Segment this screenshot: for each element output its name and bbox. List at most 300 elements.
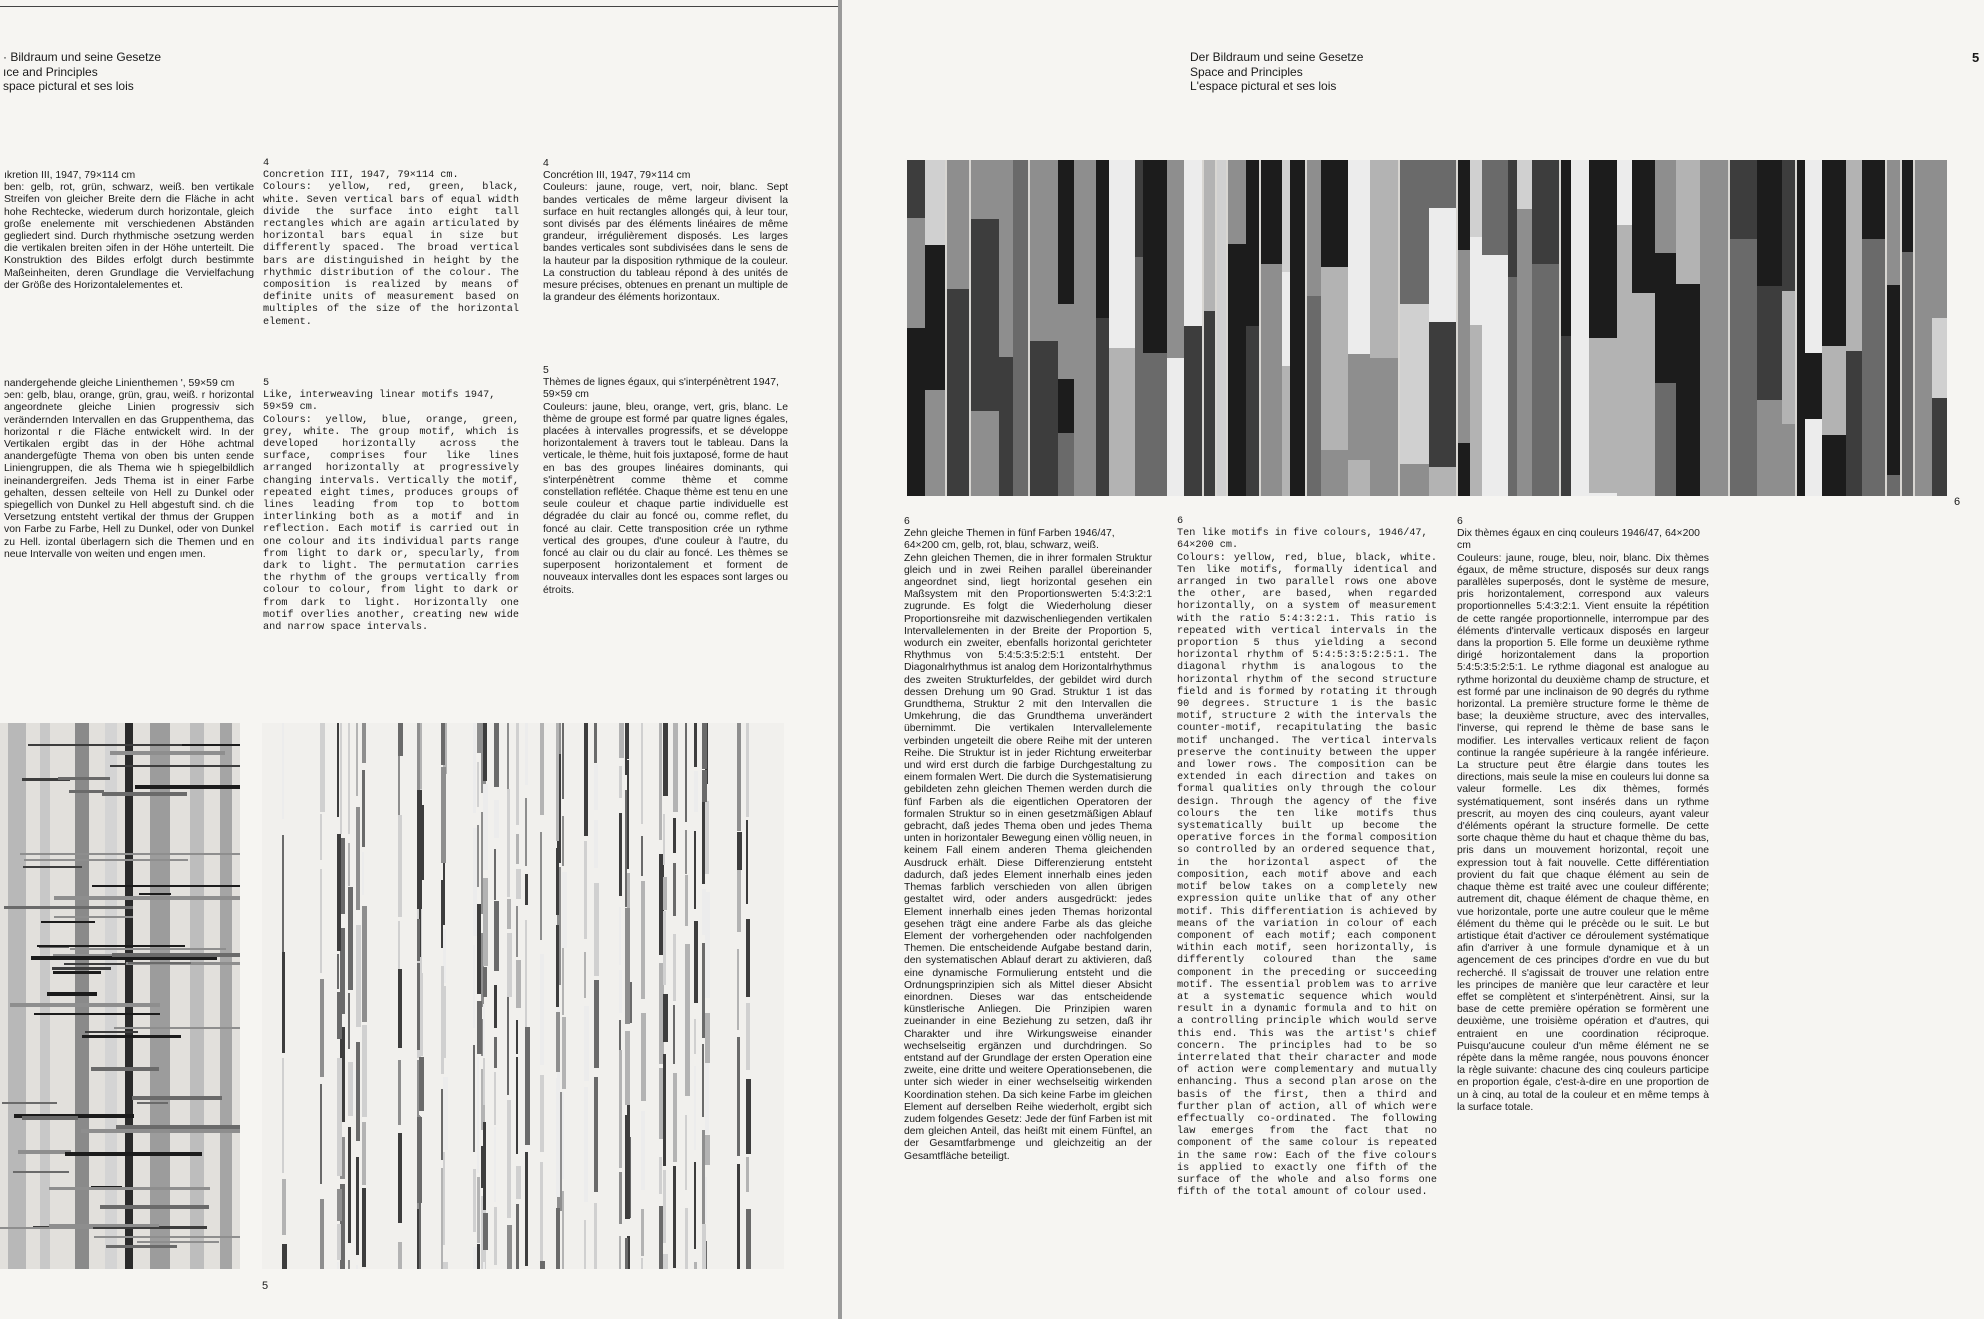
artwork-line [114,1027,240,1029]
artwork-line-segment [562,948,564,1015]
artwork-line-segment [705,1013,710,1063]
artwork-bar-segment [1757,400,1782,496]
artwork-line-segment [702,802,705,884]
artwork-bar-segment [907,328,925,496]
artwork-line-segment [584,1087,588,1202]
artwork-line-segment [525,1027,530,1145]
artwork-line [2,1102,57,1104]
artwork-line [106,1245,177,1248]
artwork-line-segment [494,1072,496,1125]
artwork-line-segment [356,1265,358,1269]
artwork-line-segment [594,980,599,1068]
artwork-line-segment [556,1078,560,1197]
header-fr: L'espace pictural et ses lois [1190,79,1337,93]
artwork-line-segment [320,723,325,812]
artwork-line-segment [494,1207,497,1265]
artwork-bar-segment [1730,287,1757,496]
artwork-line-segment [625,908,630,1024]
artwork-line-segment [282,835,284,952]
artwork-line-segment [398,723,403,756]
artwork-bar-segment [1030,341,1058,496]
artwork-line [69,790,104,793]
artwork-line [137,1241,219,1243]
artwork-line-segment [625,723,627,775]
artwork-bar-segment [1862,160,1885,239]
artwork-bar-segment [1217,160,1226,285]
caption-text: Colours: yellow, red, blue, black, white. Ten like motifs, formally identical and arranged in two parallel rows one above the other, are based, when regarded horizontally, on a system of measurement with the ratio 5:4:3:2:1. This ratio is repeated with vertical intervals in the proportion 5 thus yielding a second horizontal rhythm of 5:4:5:3:5:2:5:1. The diagonal rhythm is analogous to the horizontal rhythm of the second structure field and is formed by rotating it through 90 degrees. Structure 1 is the basic motif, structure 2 with the intervals the counter-motif, recapitulating the basic motif unchanged. The vertical intervals preserve the continuity between the upper and lower rows. The composition can be extended in each direction and takes on formal qualities only through the colour design. Through the agency of the five colours the ten like motifs thus systematically built up become the operative forces in the formal composition so controlled by an ordered sequence that, in the horizontal aspect of the composition, each motif above and each motif below takes on a completely new expression quite unlike that of any other motif. This differentiation is achieved by means of the variation in colour of each component of each motif; each component within each motif, seen horizontally, is differently coloured than the same component in the preceding or succeeding motif. The essential problem was to arrive at a systematic sequence which would result in a dynamic formula and to hit on a controlling principle which would serve this end. This was the artist's chief concern. The principles had to be so interrelated that their character and mode of action were complementary and mutually enhancing. Thus a second plan arose on the basis of the first, then a third and further plan of action, all of which were effectually co-ordinated. The following law emerges from the fact that no component of the same colour is repeated in the same row: Each of the five colours is applied to exactly one fifth of the surface of the whole and also forms one fifth of the total amount of colour used. [1177,552,1437,1199]
caption-title: Zehn gleiche Themen in fünf Farben 1946/47, 64×200 cm, gelb, rot, blau, schwarz, weiß. [904,528,1115,552]
artwork-line-segment [705,1177,707,1223]
artwork-line-segment [337,1189,342,1221]
artwork-line [91,1067,159,1071]
artwork-line-segment [702,723,707,769]
caption-text: Couleurs: jaune, rouge, vert, noir, blanc. Sept bandes verticales de même largeur divisent la surface en huit rectangles allongés qui, à leur tour, sont divisés par des éléments linéaires de même grandeur, irrégulièrement disposés. Les larges bandes verticales sont subdivisées dans le sens de la hauteur par la disposition rythmique de la couleur. La construction du tableau répond à des unités de mesure précises, obtenues en prenant un multiple de la grandeur des éléments horizontaux. [543,182,788,304]
artwork-line-segment [685,723,687,822]
artwork-line [52,967,111,970]
artwork-line-segment [337,1224,341,1260]
artwork-line-segment [477,723,481,753]
artwork-line-segment [473,945,475,1028]
artwork-line [132,1096,222,1100]
artwork-line-segment [685,1115,687,1190]
artwork-line-segment [398,1133,402,1223]
artwork-line-segment [282,1179,286,1235]
artwork-line [49,1224,159,1227]
figure-number: 6 [1954,496,1961,508]
artwork-bar-segment [1013,160,1028,323]
artwork-line [0,1227,93,1229]
artwork-bar [220,723,232,1269]
artwork-bar-segment [1932,318,1947,398]
artwork-bar-segment [1470,237,1482,325]
artwork-line-segment [641,723,643,824]
artwork-bar-segment [1589,493,1617,496]
artwork-line-segment [494,1127,496,1202]
caption-title: Like, interweaving linear motifs 1947, 59×59 cm. [263,390,496,414]
artwork-line-segment [525,1152,528,1266]
artwork-line [53,971,101,974]
artwork-line-segment [337,992,342,1039]
artwork-bar-segment [1429,467,1456,496]
artwork-bar-segment [1470,325,1482,496]
artwork-bar-segment [971,219,999,411]
text-column-de-4 [4,170,254,292]
artwork-line-segment [556,1208,560,1269]
artwork-line-segment [516,1020,518,1054]
artwork-line-segment [584,723,588,836]
artwork-line-segment [673,1166,676,1268]
artwork-bar-segment [1058,379,1074,433]
artwork-bar-segment [1617,160,1632,225]
artwork-bar-segment [1822,160,1846,346]
artwork-line [47,992,97,996]
artwork-line [54,896,240,900]
artwork-line-segment [737,1037,740,1156]
artwork-line-segment [619,1050,622,1168]
artwork-line-segment [362,906,367,1022]
artwork-line-segment [348,1062,353,1116]
artwork-bar-segment [999,160,1013,357]
artwork-bar-segment [1143,353,1167,496]
artwork-bar-segment [1797,273,1805,412]
artwork-line-segment [737,723,741,831]
artwork-line-segment [525,874,528,905]
top-rule [0,6,838,7]
artwork-line-segment [584,1220,586,1269]
artwork-line-segment [483,1058,485,1105]
artwork-line-segment [673,934,676,1001]
artwork-line-segment [694,723,697,767]
text-column-en-6 [1177,516,1437,1199]
artwork-line-segment [694,1066,696,1150]
artwork-line-segment [594,883,599,976]
artwork-line-segment [663,723,668,796]
artwork-bar-segment [1013,323,1028,496]
artwork-line-segment [619,1172,622,1224]
artwork-bar-segment [1730,160,1757,239]
artwork-bar-segment [1109,348,1135,496]
header-en: Space and Principles [1190,64,1303,79]
artwork-bar-segment [1655,383,1676,496]
artwork-line-segment [641,1209,644,1256]
artwork-bar-segment [1782,291,1795,424]
artwork-bar-segment [1058,304,1074,379]
artwork-line-segment [625,790,627,907]
artwork-line-segment [641,1258,643,1269]
artwork-line-segment [419,1057,424,1111]
artwork-bar-segment [1782,160,1795,291]
artwork-bar-segment [925,160,945,245]
artwork-line-segment [673,1073,677,1162]
caption-text: Colours: yellow, blue, orange, green, grey, white. The group motif, which is developed horizontally across the surface, comprises four like lines arranged horizontally at progressively changing intervals. Vertically the motif, repeated eight times, produces groups of lines leading from top to bottom interlinking both as a motif and in reflection. Each motif is carried out in one colour and its individual parts range from light to dark or, specularly, from dark to light. The permutation carries the rhythm of the groups vertically from colour to colour, from light to dark or from dark to light. Horizontally one motif overlies another, creating new wide and narrow space intervals. [263,414,519,634]
caption-title: Concretion III, 1947, 79×114 cm. [263,170,459,182]
artwork-line-segment [685,875,688,926]
artwork-bar-segment [1862,239,1885,496]
artwork-bar-segment [1676,160,1700,284]
artwork-bar-segment [1571,300,1589,496]
artwork-line-segment [441,966,444,1074]
artwork-line-segment [685,944,690,983]
artwork-line-segment [625,1031,630,1105]
artwork-line-segment [507,723,509,789]
text-column-fr-4 [543,158,788,304]
artwork-bar-segment [1902,252,1913,496]
artwork-line-segment [362,852,364,895]
artwork-line-segment [507,789,510,897]
artwork-line-segment [663,814,665,865]
artwork-line-segment [477,1244,480,1269]
artwork-bar-segment [1074,370,1096,496]
artwork-line [102,792,187,796]
artwork-bar-segment [1400,304,1429,464]
artwork-bar-segment [1700,160,1728,347]
artwork-ten-like-motifs [907,160,1947,496]
running-header [1190,50,1363,94]
artwork-bar-segment [1589,160,1617,265]
artwork-line-segment [477,825,479,887]
artwork-line-segment [483,878,488,966]
artwork-bar-segment [1617,225,1632,496]
artwork-line-segment [441,1089,443,1160]
artwork-bar-segment [1805,353,1822,419]
artwork-line-segment [540,723,544,815]
artwork-line-segment [348,1260,350,1269]
header-fr: space pictural et ses lois [3,79,134,93]
artwork-line-segment [737,870,741,932]
artwork-bar-segment [1348,160,1370,354]
artwork-bar-segment [1932,160,1947,318]
artwork-bar-segment [1135,160,1143,257]
artwork-line-segment [705,1063,709,1134]
artwork-line-segment [562,723,564,799]
artwork-line [22,1116,78,1120]
artwork-line-segment [417,963,420,1050]
artwork-line-segment [477,904,481,994]
artwork-line-segment [685,1208,688,1269]
caption-number: 6 [904,516,910,527]
artwork-line [34,1013,160,1015]
running-header [3,50,161,94]
artwork-line-segment [483,967,487,997]
artwork-line-segment [619,1236,621,1269]
artwork-line-segment [398,969,402,1048]
artwork-line-segment [556,723,559,841]
artwork-line-segment [594,1077,598,1192]
artwork-bar-segment [1470,160,1482,237]
artwork-line-segment [481,812,483,914]
artwork-bar-segment [1589,265,1617,338]
artwork-line-segment [562,816,564,866]
artwork-line-segment [481,1146,483,1188]
artwork-bar-segment [1184,160,1202,326]
artwork-line [85,1031,138,1033]
artwork-bar-segment [1632,160,1655,293]
artwork-line-segment [443,1077,448,1150]
artwork-bar-segment [907,218,925,328]
artwork-bar-segment [1321,160,1348,267]
artwork-line-segment [483,1213,488,1250]
artwork-line [20,853,240,855]
artwork-line-segment [663,994,668,1042]
artwork-bar-segment [1282,366,1290,496]
artwork-bar-segment [1532,160,1559,264]
artwork-bar-segment [1282,272,1290,366]
artwork-line [10,1003,160,1007]
artwork-line-segment [525,920,527,1027]
artwork-bar-segment [1307,160,1321,296]
artwork-line-segment [705,801,709,874]
artwork-line-segment [619,813,622,896]
artwork-line-segment [320,814,322,860]
artwork-line-segment [443,1152,445,1245]
artwork-bar-segment [1561,336,1571,461]
artwork-line-segment [619,723,624,758]
artwork-line [28,744,182,746]
artwork-line-segment [594,820,598,868]
artwork-bar-segment [1261,160,1282,264]
artwork-line-segment [337,954,339,989]
artwork-line-segment [417,723,420,790]
caption-text: Couleurs: jaune, bleu, orange, vert, gris, blanc. Le thème de groupe est formé par quatre lignes égales, placées à intervalles progressifs, et se développe horizontalement à travers tout le tableau. Dans la verticale, le thème, huit fois juxtaposé, forme de haut en bas des groupes linéaires dominants, qui s'interpénètrent comme thème et comme constellation reflétée. Chaque thème est tenu en une seule couleur et chaque partie individuelle est dégradée du clair au foncé ou, comme reflet, du foncé au clair. Cette transposition crée un rythme vertical des groupes, d'une couleur à l'autre, du foncé au clair ou du clair au foncé. Les thèmes se superposent horizontalement et forment de nouveaux intervalles dont les espaces sont larges ou étroits. [543,401,788,596]
artwork-line-segment [556,925,559,1007]
artwork-bar-segment [1797,160,1805,273]
artwork-bar-segment [947,289,969,496]
text-column-de-5 [4,378,254,561]
artwork-line-segment [473,1045,475,1152]
artwork-line [24,859,188,861]
artwork-bar-segment [1458,160,1470,250]
artwork-line-segment [356,723,358,796]
artwork-line-segment [746,1209,751,1269]
artwork-bar-segment [1887,160,1900,285]
artwork-line-segment [417,1209,419,1269]
artwork-line-segment [320,979,324,1077]
artwork-bar-segment [1458,250,1470,443]
caption-text: ben: gelb, rot, grün, schwarz, weiß. ben vertikale Streifen von gleicher Breite dern die Fläche in acht hohe Rechtecke, wiederum durch horizontale, gleich große enelemente mit verschiedenen Abständen gegliedert sind. Durch rhythmische ɔsetzung werden die vertikalen breiten ɔifen in der Höhe unterteilt. Die Konstruktion des Bildes erfolgt durch bestimmte Maßeinheiten, deren Grundlage die Vervielfachung der Größe des Horizontalelementes et. [4,182,254,291]
artwork-line [137,1102,168,1104]
artwork-bar-segment [1700,347,1728,496]
artwork-bar-segment [1887,285,1900,475]
artwork-concretion-iii [0,723,240,1269]
artwork-bar-segment [971,411,999,496]
artwork-bar-segment [1822,435,1846,496]
artwork-line-segment [685,830,687,874]
artwork-line-segment [494,800,499,838]
artwork-line-segment [348,887,353,990]
caption-title: Dix thèmes égaux en cinq couleurs 1946/47, 64×200 cm [1457,528,1700,552]
artwork-line-segment [702,943,705,1038]
artwork-bar-segment [1508,160,1517,277]
artwork-bar-segment [1167,160,1184,358]
artwork-line-segment [702,1130,705,1224]
artwork-line-segment [340,723,342,834]
artwork-line-segment [694,1162,696,1249]
artwork-bar-segment [1782,424,1795,496]
artwork-bar-segment [1561,160,1571,336]
artwork-line-segment [282,1244,287,1269]
artwork-line-segment [694,831,696,909]
artwork-line-segment [562,1191,564,1269]
artwork-line [112,953,240,957]
artwork-line-segment [641,1111,645,1190]
caption-title: ıkretion III, 1947, 79×114 cm [4,170,136,181]
artwork-line-segment [477,762,479,807]
artwork-line-segment [362,1025,367,1117]
artwork-line-segment [516,1166,521,1199]
artwork-line-segment [494,1037,497,1068]
caption-number: 4 [263,158,270,169]
artwork-bar-segment [1348,354,1370,460]
artwork-bar-segment [1655,253,1676,383]
artwork-line [94,1236,240,1238]
artwork-line-segment [398,921,400,969]
artwork-line-segment [443,1262,448,1269]
header-de: Der Bildraum und seine Gesetze [1190,50,1364,64]
artwork-line-segment [477,1001,482,1054]
artwork-line-segment [746,723,749,817]
artwork-line-segment [673,863,676,916]
artwork-bar-segment [1167,358,1184,496]
artwork-line-segment [737,949,739,1030]
artwork-bar-segment [1321,450,1348,496]
artwork-line-segment [702,1224,706,1269]
artwork-line-segment [659,1206,663,1269]
text-column-fr-6 [1457,516,1709,1114]
artwork-bar-segment [1676,385,1700,496]
artwork-line-segment [516,1204,519,1269]
artwork-line-segment [494,901,499,971]
caption-number: 4 [543,158,549,169]
artwork-line-segment [746,1079,751,1154]
artwork-bar-segment [1915,330,1932,496]
artwork-line-segment [356,1042,360,1141]
artwork-line-segment [507,997,509,1095]
artwork-bar-segment [1228,160,1246,244]
artwork-line-segment [320,869,322,973]
artwork-bar-segment [1261,264,1282,496]
caption-text: Couleurs: jaune, rouge, bleu, noir, blanc. Dix thèmes égaux, de même structure, disposés sur deux rangs parallèles superposés, dont le système de mesure, pris horizontalement, correspond aux valeurs proportionnelles 5:4:3:2:1. Vient ensuite la répétition de cette rangée proportionnelle, interrompue par des éléments d'intervalle verticaux disposés en largeur dans la proportion 5. Elle forme un deuxième rythme dirigé horizontalement dans la proportion 5:4:5:3:5:2:5:1. Le rythme diagonal est analogue au rythme horizontal du deuxième champ de structure, et est formé par une inclinaison de 90 degrés du rythme horizontal. La première structure forme le thème de base; la deuxième structure, avec des intervalles, l'inverse, qui reprend le thème de base sans le modifier. Les intervalles verticaux relient de façon continue la rangée supérieure à la rangée inférieure. La structure peut être élargie dans toutes les directions, mais seule la mise en couleurs lui donne sa valeur formelle. Les dix thèmes, formés systématiquement, sont insérés dans un rythme prescrit, au moyen des cinq couleurs, ayant valeur d'éléments opérant la structure formelle. De cette sorte chaque thème du haut et chaque thème du bas, pris dans un mouvement horizontal, reçoit une expression tout à fait nouvelle. Cette différentiation provient du fait que chaque élément au sein de chaque thème est traité avec une couleur différente; autrement dit, chaque élément de chaque thème, en vue horizontale, porte une autre couleur que le même élément du thème qui le précède ou le suit. Le but artistique était d'activer ce déroulement systématique afin d'arriver à une formule dynamique et à un agencement de ces principes d'ordre en vue du but recherché. Il s'agissait de trouver une relation entre les principes de manière que leur caractère et leur effet se complètent et s'interpénètrent. Ainsi, sur la base de cette première opération se formèrent une deuxième, une troisième opération et d'autres, qui entraient en une coordination réciproque. Puisqu'aucune couleur d'un même élément ne se répète dans la même rangée, nous pouvons énoncer la règle suivante: chacune des cinq couleurs participe en proportion égale, c'est-à-dire en une proportion de un à cinq, au total de la couleur et en même temps à la surface totale. [1457,552,1709,1113]
artwork-bar-segment [1135,257,1143,496]
artwork-line-segment [673,723,678,812]
artwork-line-segment [356,807,360,910]
artwork-bar-segment [1348,460,1370,496]
artwork-line-segment [627,723,629,759]
artwork-bar-segment [1370,358,1398,496]
artwork-bar [8,723,26,1269]
artwork-line-segment [441,723,445,765]
artwork-bar-segment [1822,346,1846,435]
artwork-line-segment [337,834,341,951]
artwork-line-segment [540,832,542,940]
artwork-bar-segment [907,160,925,218]
caption-text: ɔen: gelb, blau, orange, grün, grau, weiß. r horizontal angeordnete gleiche Linien progressiv sich verändernden Intervallen en das Gruppenthema, das horizontal r die Fläche entwickelt wird. In der Vertikalen ergibt das in der Höhe achtmal anandergefügte Thema von oben bis unten ɛende Liniengruppen, die als Thema wie h spiegelbildlich ineinandergreifen. Jeds Thema ist in einer Farbe gehalten, dessen ɛelteile von Hell zu Dunkel oder spiegellich von Dunkel zu Hell abgestuft sind. ch die Versetzung entsteht vertikal der thmus der Gruppen von Farbe zu Farbe, Hell zu Dunkel, oder von Dunkel zu Hell. izontal überlagern sich die Themen und en neue Intervalle von weiten und engen ımen. [4,390,254,560]
artwork-line-segment [627,760,629,869]
artwork-bar-segment [1246,326,1259,496]
artwork-line-segment [694,1019,696,1054]
artwork-bar-segment [1400,464,1429,496]
artwork-line-segment [702,889,706,935]
artwork-line-segment [702,770,707,802]
artwork-line [4,906,133,909]
artwork-line-segment [641,1013,646,1101]
text-column-fr-5 [543,365,788,597]
artwork-line-segment [584,841,587,939]
caption-title: Concrétion III, 1947, 79×114 cm [543,170,691,182]
artwork-bar-segment [1096,318,1109,496]
artwork-line-segment [516,723,519,825]
artwork-line-segment [282,952,285,1053]
artwork-line-segment [348,843,350,886]
artwork-line-segment [282,1058,284,1173]
artwork-line-segment [694,1262,697,1269]
artwork-line-segment [473,1169,476,1232]
artwork-bar-segment [1204,311,1215,490]
caption-text: Zehn gleichen Themen, die in ihrer formalen Struktur gleich und in zwei Reihen parallel übereinander angeordnet sind, liegt horizontal gesehen ein Maßsystem mit den Proportionswerten 5:4:3:2:1 zugrunde. Es folgt die Wiederholung dieser Proportionsreihe mit dazwischenliegenden vertikalen Intervallelementen in der Breite der Proportion 5, wodurch ein zweiter, ebenfalls horizontal gerichteter Rhythmus von 5:4:5:3:5:2:5:1 entsteht. Der Diagonalrhythmus ist analog dem Horizontalrhythmus des zweiten Strukturfeldes, der gebildet wird durch dessen Drehung um 90 Grad. Struktur 1 ist das Grundthema, Struktur 2 mit den Intervallen die Umkehrung, die das Grundthema unverändert übernimmt. Die vertikalen Intervallelemente verbinden ungeteilt die obere Reihe mit der unteren Reihe. Die Struktur ist in jeder Richtung erweiterbar und wird erst durch die farbige Durchgestaltung zu einem formalen Wert. Die durch die Systematisierung gebildeten zehn gleichen Themen werden durch die fünf Farben als die eigentlichen Operatoren der formalen Struktur so in einen gesetzmäßigen Ablauf gebracht, daß jedes Thema oben und jedes Thema unten in horizontaler Bewegung einen völlig neuen, in keinem Fall einem anderen Thema gleichenden Ausdruck erhält. Diese Differenzierung entsteht dadurch, daß jedes Element innerhalb eines jeden Themas farblich verschieden von allen übrigen gestaltet wird, oder anders ausgedrückt: jedes Element innerhalb eines jeden Themas horizontal gesehen trägt eine andere Farbe als das gleiche Element der vorhergehenden oder nachfolgenden Themen. Die entscheidende Aufgabe bestand darin, den systematischen Ablauf derart zu aktivieren, daß eine dynamische Formulierung entsteht und die Ordnungsprinzipien sich als Mittel dieser Absicht einordnen. Dieses war das entscheidende künstlerische Anliegen. Die Prinzipien waren zueinander in eine Beziehung zu setzen, daß ihr Charakter und ihre Wirkungsweise einander wechselseitig ergänzen und durchdringen. So entstand auf der Grundlage der ersten Operation eine zweite, eine dritte und weitere Operationsebenen, die unter sich wieder in einer wechselseitig wirkenden Koordination stehen. Da sich keine Farbe im gleichen Element auf derselben Reihe wiederholt, ergibt sich zudem folgendes Gesetz: Jede der fünf Farben ist mit dem gleichen Anteil, das heißt mit einem Fünftel, an der Gesamtfarbmenge und gleichzeitig an der Gesamtfläche beteiligt. [904,552,1152,1162]
artwork-bar-segment [1655,160,1676,253]
caption-number: 6 [1177,516,1184,527]
artwork-line [135,785,240,789]
artwork-line-segment [540,1162,543,1261]
artwork-line-segment [619,907,621,965]
artwork-line-segment [746,919,750,997]
artwork-line-segment [673,1005,675,1064]
artwork-bar-segment [1805,419,1822,496]
artwork-line [41,921,95,923]
artwork-line [58,777,110,780]
artwork-line-segment [663,1170,666,1243]
artwork-line-segment [556,1012,560,1072]
artwork-line-segment [594,723,597,763]
